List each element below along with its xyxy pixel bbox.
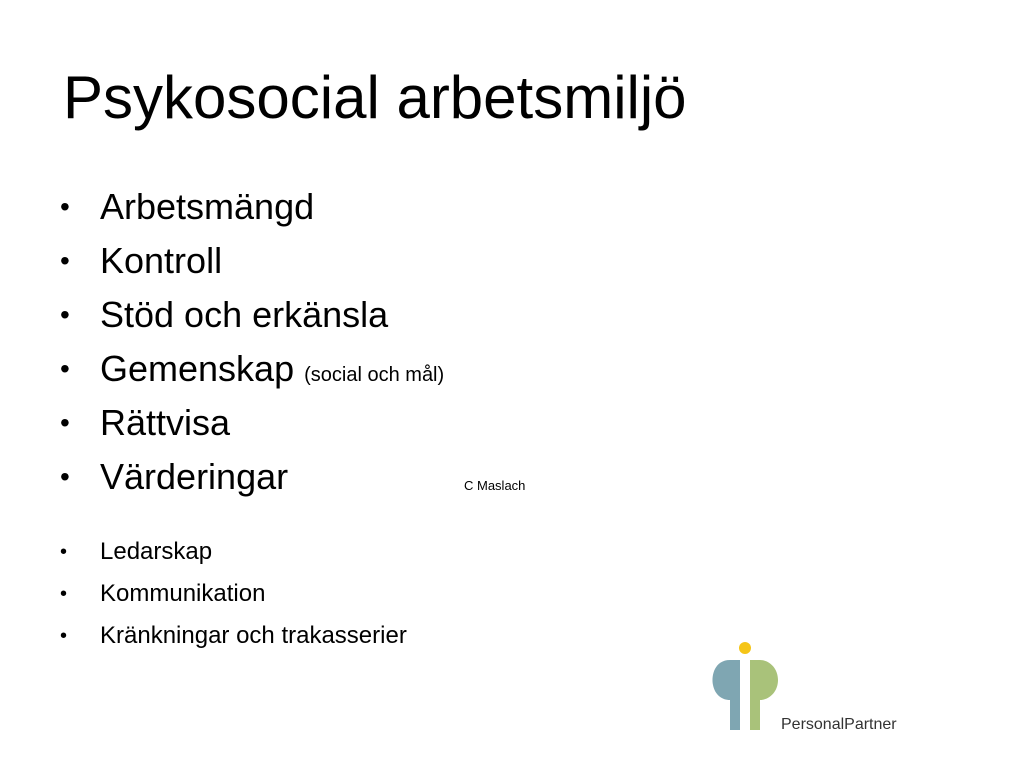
list-item bbox=[60, 234, 444, 288]
bullet-icon: • bbox=[60, 299, 70, 330]
list-item-label: Gemenskap bbox=[100, 348, 295, 389]
list-item-label: Rättvisa bbox=[100, 402, 231, 443]
logo-wordmark: PersonalPartner bbox=[781, 716, 897, 733]
list-item bbox=[60, 615, 407, 657]
logo-dot bbox=[739, 642, 751, 654]
list-item bbox=[60, 288, 444, 342]
bullet-icon: • bbox=[60, 407, 70, 438]
logo-right-stem bbox=[750, 660, 778, 730]
list-item-note: (social och mål) bbox=[304, 364, 445, 386]
bullet-icon: • bbox=[60, 191, 70, 222]
list-item bbox=[60, 342, 444, 396]
list-item-label: Kommunikation bbox=[100, 580, 266, 607]
list-item-label: Arbetsmängd bbox=[100, 186, 315, 227]
list-item-label: Stöd och erkänsla bbox=[100, 294, 389, 335]
list-item bbox=[60, 180, 444, 234]
list-item bbox=[60, 531, 407, 573]
list-item bbox=[60, 573, 407, 615]
logo-left-stem bbox=[713, 660, 740, 730]
list-item bbox=[60, 396, 444, 450]
bullet-icon: • bbox=[60, 625, 68, 647]
list-item-label: Kränkningar och trakasserier bbox=[100, 622, 407, 649]
sub-bullet-list bbox=[60, 531, 407, 657]
citation: C Maslach bbox=[464, 478, 526, 493]
list-item-label: Kontroll bbox=[100, 240, 223, 281]
bullet-icon: • bbox=[60, 245, 70, 276]
bullet-icon: • bbox=[60, 541, 68, 563]
slide-title: Psykosocial arbetsmiljö bbox=[63, 64, 687, 131]
bullet-icon: • bbox=[60, 583, 68, 605]
list-item bbox=[60, 450, 444, 504]
bullet-icon: • bbox=[60, 461, 70, 492]
main-bullet-list bbox=[60, 180, 444, 504]
list-item-label: Värderingar bbox=[100, 456, 289, 497]
list-item-label: Ledarskap bbox=[100, 538, 213, 565]
bullet-icon: • bbox=[60, 353, 70, 384]
